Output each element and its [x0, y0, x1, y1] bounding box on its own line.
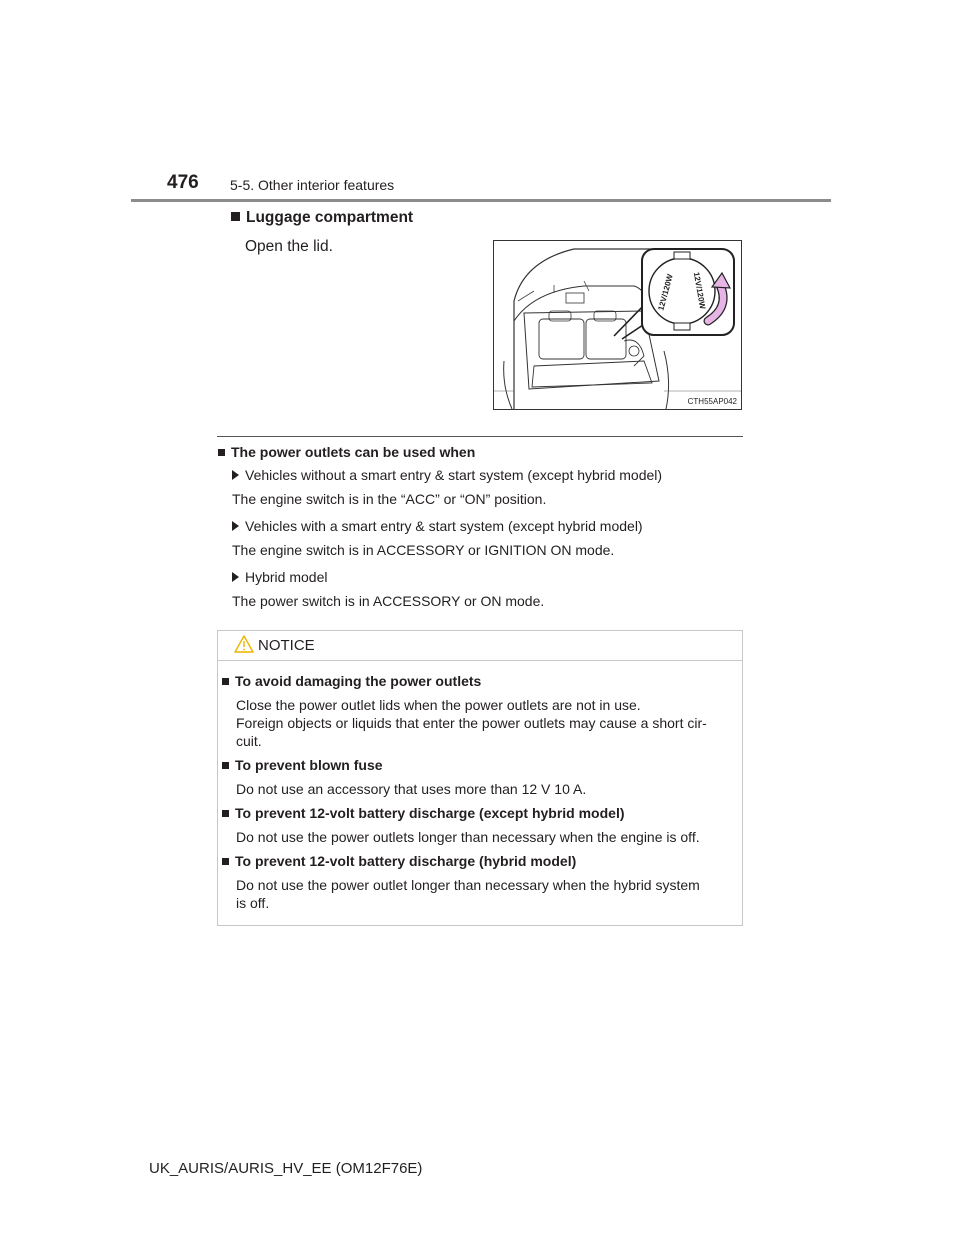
warning-triangle-icon: [234, 635, 254, 653]
notice-item-line: Do not use the power outlet longer than necessary when the hybrid system: [236, 877, 700, 893]
notice-item-line: cuit.: [236, 733, 262, 749]
square-bullet-icon: [231, 212, 240, 221]
socket-label-right: 12V/120W: [691, 271, 708, 310]
luggage-heading: Luggage compartment: [231, 209, 413, 227]
notice-title: NOTICE: [258, 637, 315, 654]
square-bullet-icon: [218, 449, 225, 456]
notice-item-line: Do not use an accessory that uses more than 12 V 10 A.: [236, 781, 587, 797]
notice-item-line: is off.: [236, 895, 270, 911]
square-bullet-icon: [222, 678, 229, 685]
notice-item-line: Foreign objects or liquids that enter the power outlets may cause a short cir-: [236, 715, 707, 731]
page-number: 476: [167, 172, 199, 193]
triangle-bullet-icon: [232, 572, 239, 582]
socket-label-left: 12V/120W: [656, 273, 675, 312]
triangle-bullet-icon: [232, 470, 239, 480]
usage-condition-2: Vehicles with a smart entry & start system (except hybrid model): [232, 518, 643, 534]
notice-item-heading-4: To prevent 12-volt battery discharge (hybrid model): [222, 853, 576, 869]
notice-item-line: Close the power outlet lids when the power outlets are not in use.: [236, 697, 641, 713]
notice-header-divider: [218, 660, 742, 661]
triangle-bullet-icon: [232, 521, 239, 531]
square-bullet-icon: [222, 858, 229, 865]
document-id: UK_AURIS/AURIS_HV_EE (OM12F76E): [149, 1160, 423, 1177]
usage-text-1: The engine switch is in the “ACC” or “ON” position.: [232, 491, 547, 507]
figure-code: CTH55AP042: [687, 397, 737, 406]
usage-text-3: The power switch is in ACCESSORY or ON mode.: [232, 593, 545, 609]
usage-condition-3: Hybrid model: [232, 569, 327, 585]
section-title: 5-5. Other interior features: [230, 177, 395, 193]
notice-item-line: Do not use the power outlets longer than necessary when the engine is off.: [236, 829, 700, 845]
section-divider: [217, 436, 743, 437]
notice-item-heading-1: To avoid damaging the power outlets: [222, 673, 481, 689]
notice-item-heading-3: To prevent 12-volt battery discharge (except hybrid model): [222, 805, 625, 821]
square-bullet-icon: [222, 762, 229, 769]
car-trunk-drawing: [494, 241, 741, 409]
notice-item-heading-2: To prevent blown fuse: [222, 757, 383, 773]
notice-box: [217, 630, 743, 926]
header-divider: [131, 199, 831, 202]
square-bullet-icon: [222, 810, 229, 817]
usage-condition-1: Vehicles without a smart entry & start system (except hybrid model): [232, 467, 662, 483]
usage-heading: The power outlets can be used when: [218, 444, 475, 460]
luggage-instruction: Open the lid.: [245, 238, 333, 255]
luggage-outlet-illustration: [493, 240, 742, 410]
usage-text-2: The engine switch is in ACCESSORY or IGNITION ON mode.: [232, 542, 615, 558]
